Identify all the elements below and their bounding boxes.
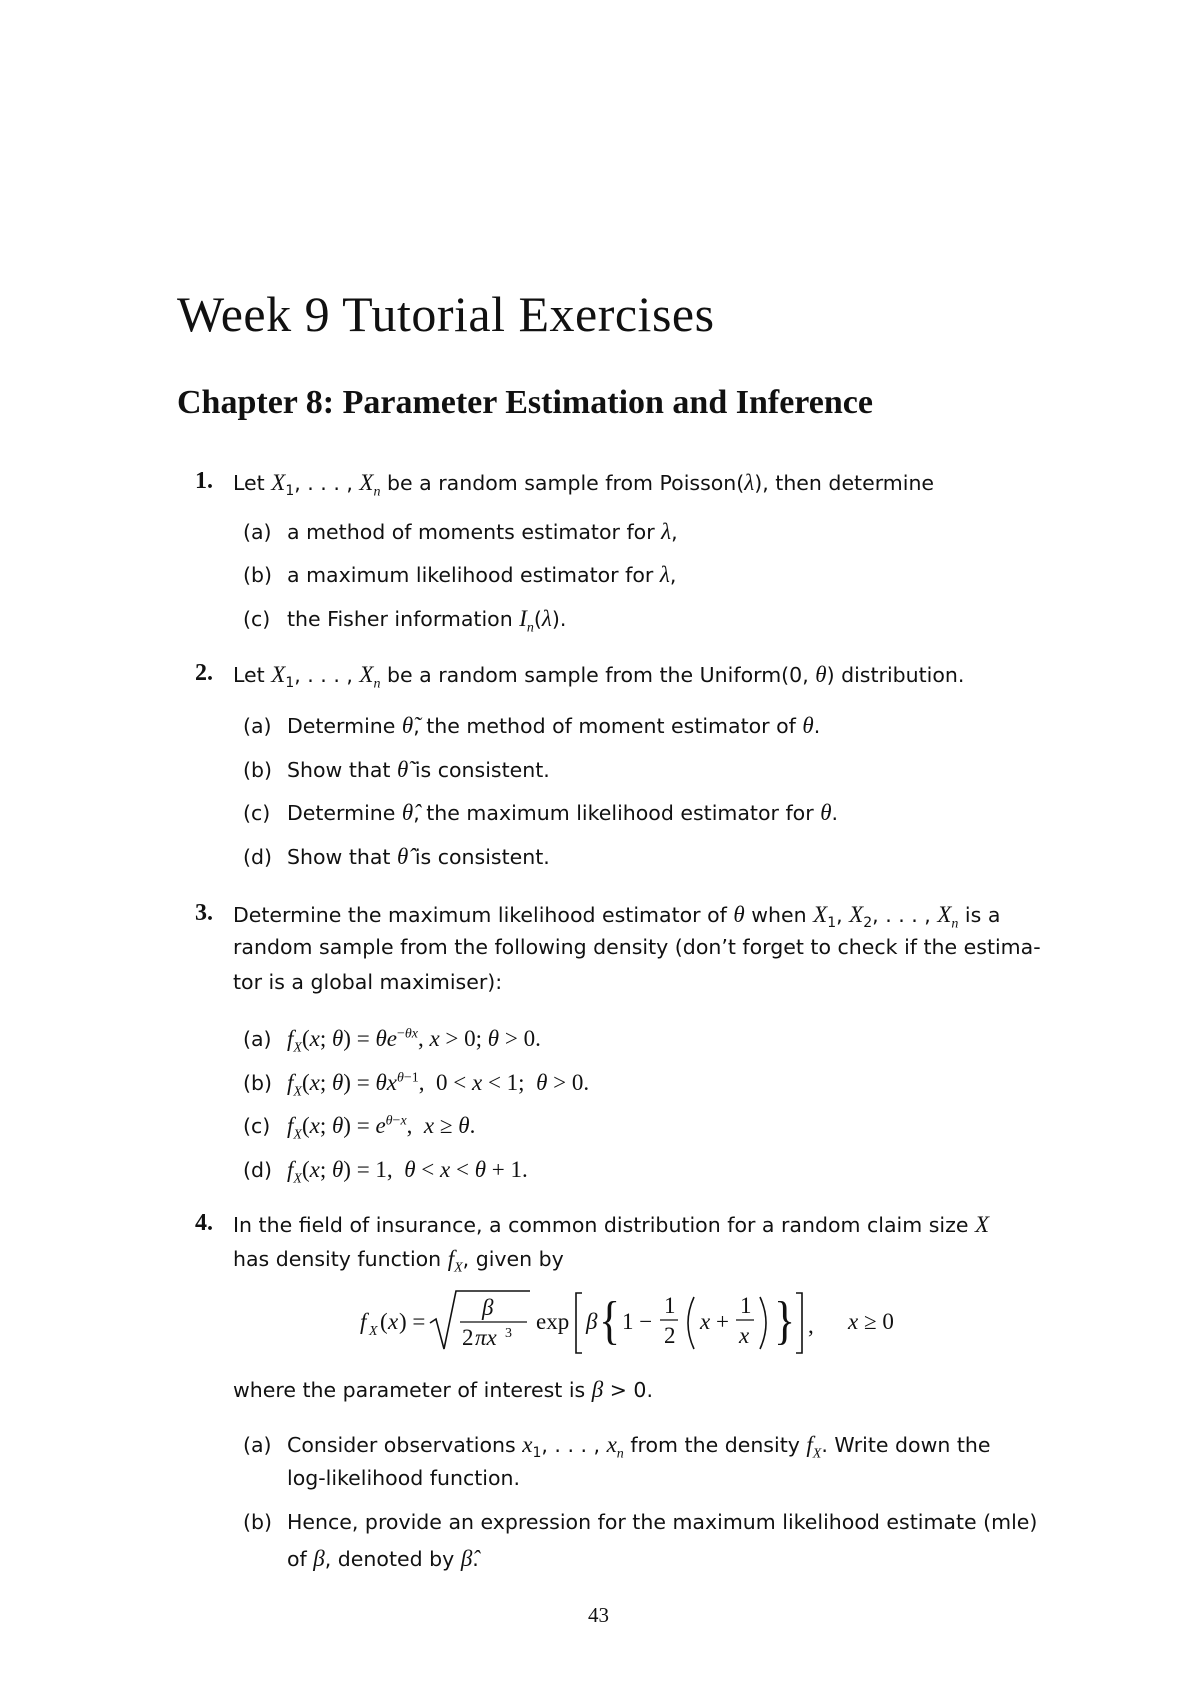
- page-number: 43: [588, 1603, 609, 1627]
- svg-text:x: x: [739, 1323, 750, 1348]
- q4-part-a-line2: log-likelihood function.: [287, 1466, 521, 1490]
- q2-part-b: (b) Show that θ̃ is consistent.: [243, 757, 550, 782]
- q2-stem: Let $X_1$, . . . , $X_n$ be a random sample from the Uniform(0, θ) distribution.: [233, 662, 965, 692]
- q3-line2: random sample from the following density (don’t forget to check if the estima-: [233, 935, 1041, 959]
- svg-text:2: 2: [462, 1325, 474, 1350]
- svg-text:{: {: [599, 1291, 621, 1350]
- q1-part-c: (c) the Fisher information $I_n(\lambda)$.: [243, 606, 567, 636]
- svg-text:) =: ) =: [399, 1309, 426, 1334]
- q4-line2: has density function $f_X$, given by: [233, 1246, 564, 1276]
- svg-text:1: 1: [664, 1293, 676, 1318]
- q4-part-b-line1: (b) Hence, provide an expression for the maximum likelihood estimate (mle): [243, 1510, 1038, 1534]
- svg-text:+: +: [716, 1309, 729, 1334]
- page-title: Week 9 Tutorial Exercises: [177, 286, 715, 342]
- svg-text:,: ,: [808, 1313, 814, 1338]
- svg-text:(: (: [380, 1309, 388, 1334]
- svg-text:x: x: [388, 1309, 399, 1334]
- q4-number: 4.: [195, 1210, 213, 1236]
- q1-part-b: (b) a maximum likelihood estimator for λ,: [243, 562, 677, 587]
- q3-part-b: (b) $f_X(x$; $\theta) = \theta x^{\theta-1}$, 0 < x < 1; θ > 0.: [243, 1070, 590, 1100]
- svg-text:x: x: [848, 1309, 859, 1334]
- svg-text:β: β: [482, 1295, 494, 1320]
- svg-text:β: β: [586, 1309, 598, 1334]
- q3-number: 3.: [195, 900, 213, 926]
- q2-part-c: (c) Determine θ̂, the maximum likelihood estimator for θ.: [243, 800, 839, 825]
- q3-part-a: (a) $f_X(x$; $\theta) = \theta e^{-\theta x}$, x > 0; θ > 0.: [243, 1026, 541, 1056]
- q3-part-c: (c) $f_X(x$; $\theta) = e^{\theta-x}$, x ≥ θ.: [243, 1113, 476, 1143]
- q2-part-a: (a) Determine θ̃, the method of moment estimator of θ.: [243, 713, 821, 738]
- q4-part-b-line2: of β, denoted by β̂.: [287, 1546, 479, 1571]
- svg-text:x: x: [700, 1309, 711, 1334]
- q3-part-d: (d) $f_X(x$; θ) = 1, θ < x < θ + 1.: [243, 1157, 528, 1187]
- svg-text:1 −: 1 −: [622, 1309, 653, 1334]
- q1-part-a: (a) a method of moments estimator for λ,: [243, 519, 678, 544]
- svg-text:3: 3: [505, 1326, 512, 1341]
- q2-number: 2.: [195, 660, 213, 686]
- svg-text:X: X: [369, 1324, 378, 1339]
- q4-part-a-line1: (a) Consider observations $x_1$, . . . , $x_n$ from the density $f_X$. Write down the: [243, 1432, 991, 1462]
- svg-text:2: 2: [664, 1323, 676, 1348]
- svg-text:f: f: [360, 1309, 367, 1334]
- svg-text:πx: πx: [475, 1325, 497, 1350]
- q4-where: where the parameter of interest is β > 0.: [233, 1377, 653, 1402]
- chapter-heading: Chapter 8: Parameter Estimation and Inference: [177, 384, 873, 421]
- svg-text:}: }: [774, 1291, 796, 1350]
- svg-text:≥ 0: ≥ 0: [864, 1309, 894, 1334]
- q2-part-d: (d) Show that θ̂ is consistent.: [243, 844, 550, 869]
- svg-text:exp: exp: [536, 1309, 570, 1334]
- q1-number: 1.: [195, 468, 213, 494]
- svg-text:1: 1: [740, 1293, 752, 1318]
- q3-line1: Determine the maximum likelihood estimator of θ when $X_1$, $X_2$, . . . , $X_n$ is a: [233, 902, 1001, 932]
- q1-stem: Let $X_1$, . . . , $X_n$ be a random sample from Poisson(λ), then determine: [233, 470, 935, 500]
- q4-line1: In the field of insurance, a common distribution for a random claim size X: [233, 1212, 990, 1237]
- q3-line3: tor is a global maximiser):: [233, 970, 503, 994]
- density-formula: [360, 1285, 920, 1357]
